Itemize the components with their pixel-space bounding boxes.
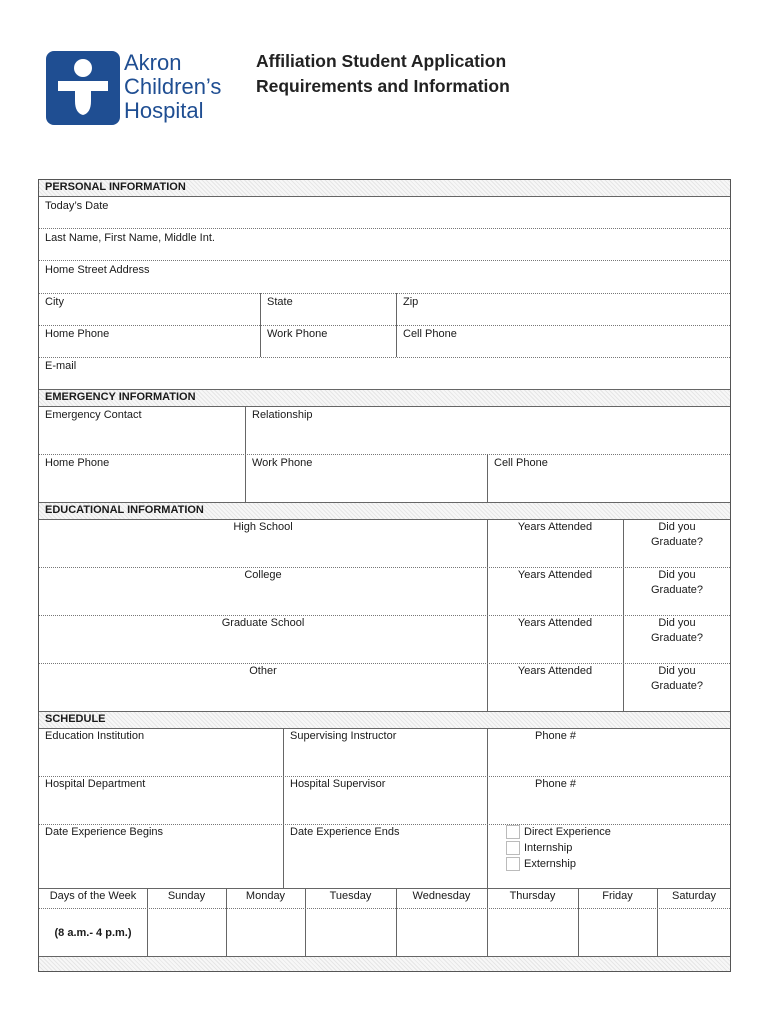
emergency-cell-phone-field[interactable]: Cell Phone [494,457,548,469]
years-attended-field[interactable]: Years Attended [517,617,593,629]
externship-label: Externship [524,858,576,870]
graduate-school-field[interactable]: Graduate School [221,617,305,629]
hospital-logo [46,51,258,147]
friday-cell[interactable] [579,910,656,954]
personal-section-title: PERSONAL INFORMATION [45,181,186,193]
email-field[interactable]: E-mail [45,360,77,372]
wednesday-cell[interactable] [397,910,486,954]
high-school-field[interactable]: High School [233,521,293,533]
graduated-field[interactable]: Did you Graduate? [651,665,703,692]
emergency-home-phone-field[interactable]: Home Phone [45,457,110,469]
day-saturday: Saturday [671,890,717,902]
personal-section-header [39,180,730,196]
thursday-cell[interactable] [488,910,577,954]
logo-mark-icon [46,51,120,125]
other-school-field[interactable]: Other [249,665,277,677]
application-form [38,179,731,972]
logo-text-line2: Children’s [124,74,222,99]
graduated-field[interactable]: Did you Graduate? [651,569,703,596]
logo-text-line1: Akron [124,50,182,75]
hospital-supervisor-field[interactable]: Hospital Supervisor [290,778,386,790]
education-section-title: EDUCATIONAL INFORMATION [45,504,204,516]
logo-text-line3: Hospital [124,98,204,123]
emergency-work-phone-field[interactable]: Work Phone [252,457,313,469]
state-field[interactable]: State [267,296,293,308]
title-line2: Requirements and Information [256,76,510,96]
emergency-section-title: EMERGENCY INFORMATION [45,391,196,403]
internship-label: Internship [524,842,573,854]
sunday-cell[interactable] [148,910,225,954]
home-address-field[interactable]: Home Street Address [45,264,150,276]
tuesday-cell[interactable] [306,910,395,954]
schedule-section-title: SCHEDULE [45,713,106,725]
internship-checkbox[interactable] [506,841,520,855]
externship-checkbox[interactable] [506,857,520,871]
direct-experience-label: Direct Experience [524,826,611,838]
date-begins-field[interactable]: Date Experience Begins [45,826,164,838]
relationship-field[interactable]: Relationship [252,409,313,421]
day-thursday: Thursday [509,890,556,902]
graduated-field[interactable]: Did you Graduate? [651,521,703,548]
education-institution-field[interactable]: Education Institution [45,730,145,742]
years-attended-field[interactable]: Years Attended [517,665,593,677]
city-field[interactable]: City [45,296,64,308]
years-attended-field[interactable]: Years Attended [517,521,593,533]
todays-date-field[interactable]: Today’s Date [45,200,109,212]
zip-field[interactable]: Zip [403,296,419,308]
day-wednesday: Wednesday [412,890,471,902]
days-of-week-label: Days of the Week [49,890,137,902]
education-section-header [39,503,730,519]
cell-phone-field[interactable]: Cell Phone [403,328,457,340]
graduated-field[interactable]: Did you Graduate? [651,617,703,644]
supervising-instructor-field[interactable]: Supervising Instructor [290,730,397,742]
supervisor-phone-field[interactable]: Phone # [535,778,576,790]
emergency-section-header [39,390,730,406]
hospital-department-field[interactable]: Hospital Department [45,778,146,790]
day-sunday: Sunday [167,890,206,902]
schedule-section-header [39,712,730,728]
document-title [256,49,510,99]
instructor-phone-field[interactable]: Phone # [535,730,576,742]
day-tuesday: Tuesday [329,890,372,902]
form-footer-band [39,957,730,971]
years-attended-field[interactable]: Years Attended [517,569,593,581]
date-ends-field[interactable]: Date Experience Ends [290,826,400,838]
name-field[interactable]: Last Name, First Name, Middle Int. [45,232,215,244]
direct-experience-checkbox[interactable] [506,825,520,839]
emergency-contact-field[interactable]: Emergency Contact [45,409,142,421]
home-phone-field[interactable]: Home Phone [45,328,110,340]
title-line1: Affiliation Student Application [256,51,507,71]
day-friday: Friday [602,890,633,902]
day-monday: Monday [245,890,286,902]
college-field[interactable]: College [244,569,282,581]
work-phone-field[interactable]: Work Phone [267,328,328,340]
monday-cell[interactable] [227,910,304,954]
saturday-cell[interactable] [658,910,730,954]
hours-label: (8 a.m.- 4 p.m.) [54,927,132,939]
